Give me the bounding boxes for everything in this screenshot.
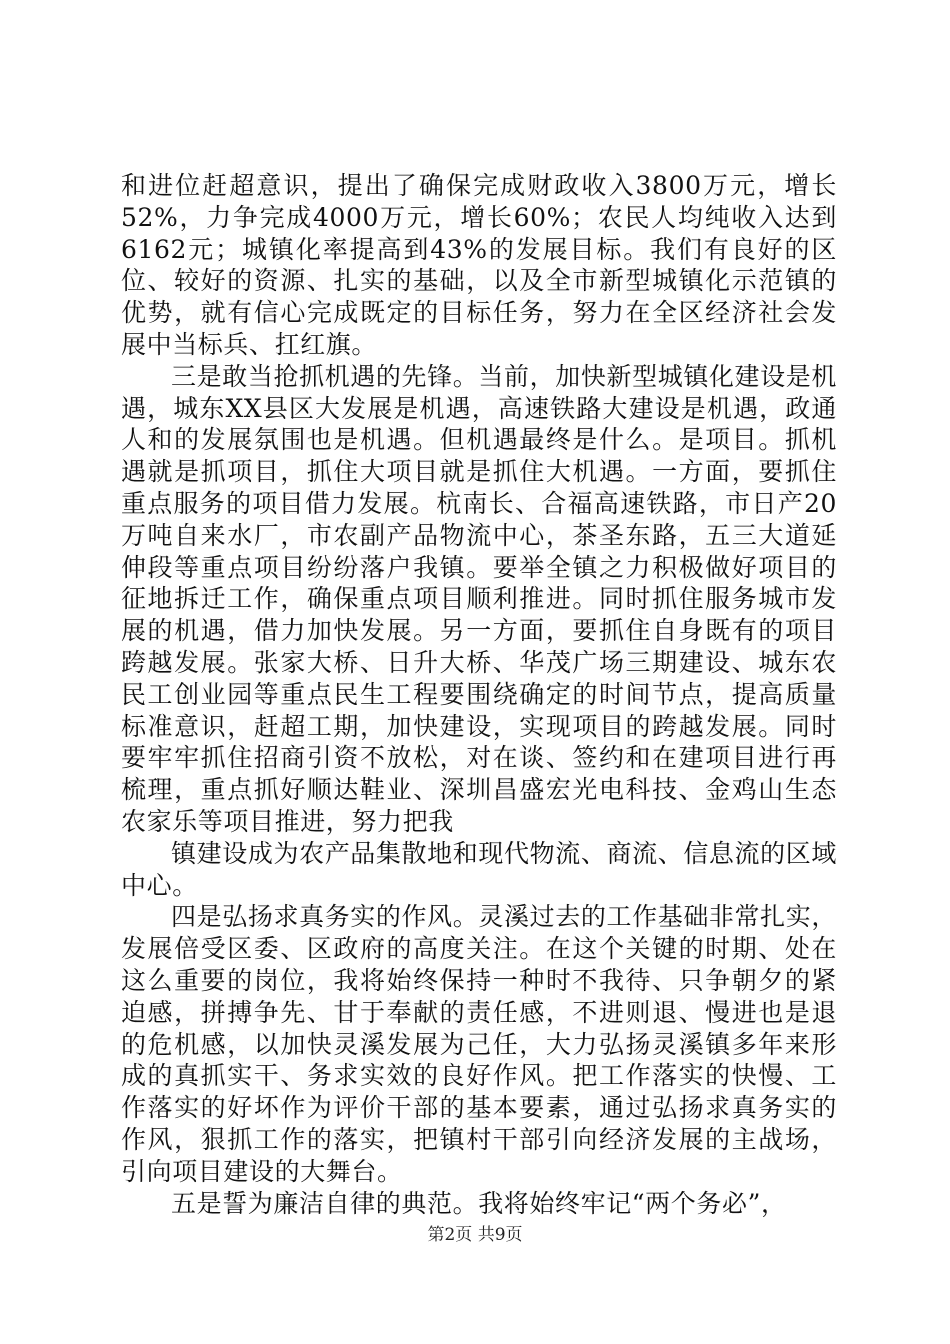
document-body xyxy=(121,170,837,1219)
paragraph-integrity: 五是誓为廉洁自律的典范。我将始终牢记“两个务必”， xyxy=(171,1188,787,1218)
paragraph-opportunity: 三是敢当抢抓机遇的先锋。当前，加快新型城镇化建设是机遇，城东XX县区大发展是机遇，高速铁路大建设是机遇，政通人和的发展氛围也是机遇。但机遇最终是什么。是项目。抓机遇就是抓项目，抓住大项目就是抓住大机遇。一方面，要抓住重点服务的项目借力发展。杭南长、合福高速铁路，市日产20万吨自来水厂，市农副产品物流中心，茶圣东路，五三大道延伸段等重点项目纷纷落户我镇。要举全镇之力积极做好项目的征地拆迁工作，确保重点项目顺利推进。同时抓住服务城市发展的机遇，借力加快发展。另一方面，要抓住自身既有的项目跨越发展。张家大桥、日升大桥、华茂广场三期建设、城东农民工创业园等重点民生工程要围绕确定的时间节点，提高质量标准意识，赶超工期，加快建设，实现项目的跨越发展。同时要牢牢抓住招商引资不放松，对在谈、签约和在建项目进行再梳理，重点抓好顺达鞋业、深圳昌盛宏光电科技、金鸡山生态农家乐等项目推进，努力把我 xyxy=(121,361,837,836)
page-number-footer: 第2页 共9页 xyxy=(427,1225,523,1245)
paragraph-regional-center: 镇建设成为农产品集散地和现代物流、商流、信息流的区域中心。 xyxy=(121,838,837,900)
paragraph-work-style: 四是弘扬求真务实的作风。灵溪过去的工作基础非常扎实，发展倍受区委、区政府的高度关注。在这个关键的时期、处在这么重要的岗位，我将始终保持一种时不我待、只争朝夕的紧迫感，拼搏争先、甘于奉献的责任感，不进则退、慢进也是退的危机感，以加快灵溪发展为己任，大力弘扬灵溪镇多年来形成的真抓实干、务求实效的良好作风。把工作落实的快慢、工作落实的好坏作为评价干部的基本要素，通过弘扬求真务实的作风，狠抓工作的落实，把镇村干部引向经济发展的主战场，引向项目建设的大舞台。 xyxy=(121,902,837,1186)
paragraph-targets: 和进位赶超意识，提出了确保完成财政收入3800万元，增长52%，力争完成4000万元，增长60%；农民人均纯收入达到6162元；城镇化率提高到43%的发展目标。我们有良好的区位、较好的资源、扎实的基础，以及全市新型城镇化示范镇的优势，就有信心完成既定的目标任务，努力在全区经济社会发展中当标兵、扛红旗。 xyxy=(121,171,837,359)
